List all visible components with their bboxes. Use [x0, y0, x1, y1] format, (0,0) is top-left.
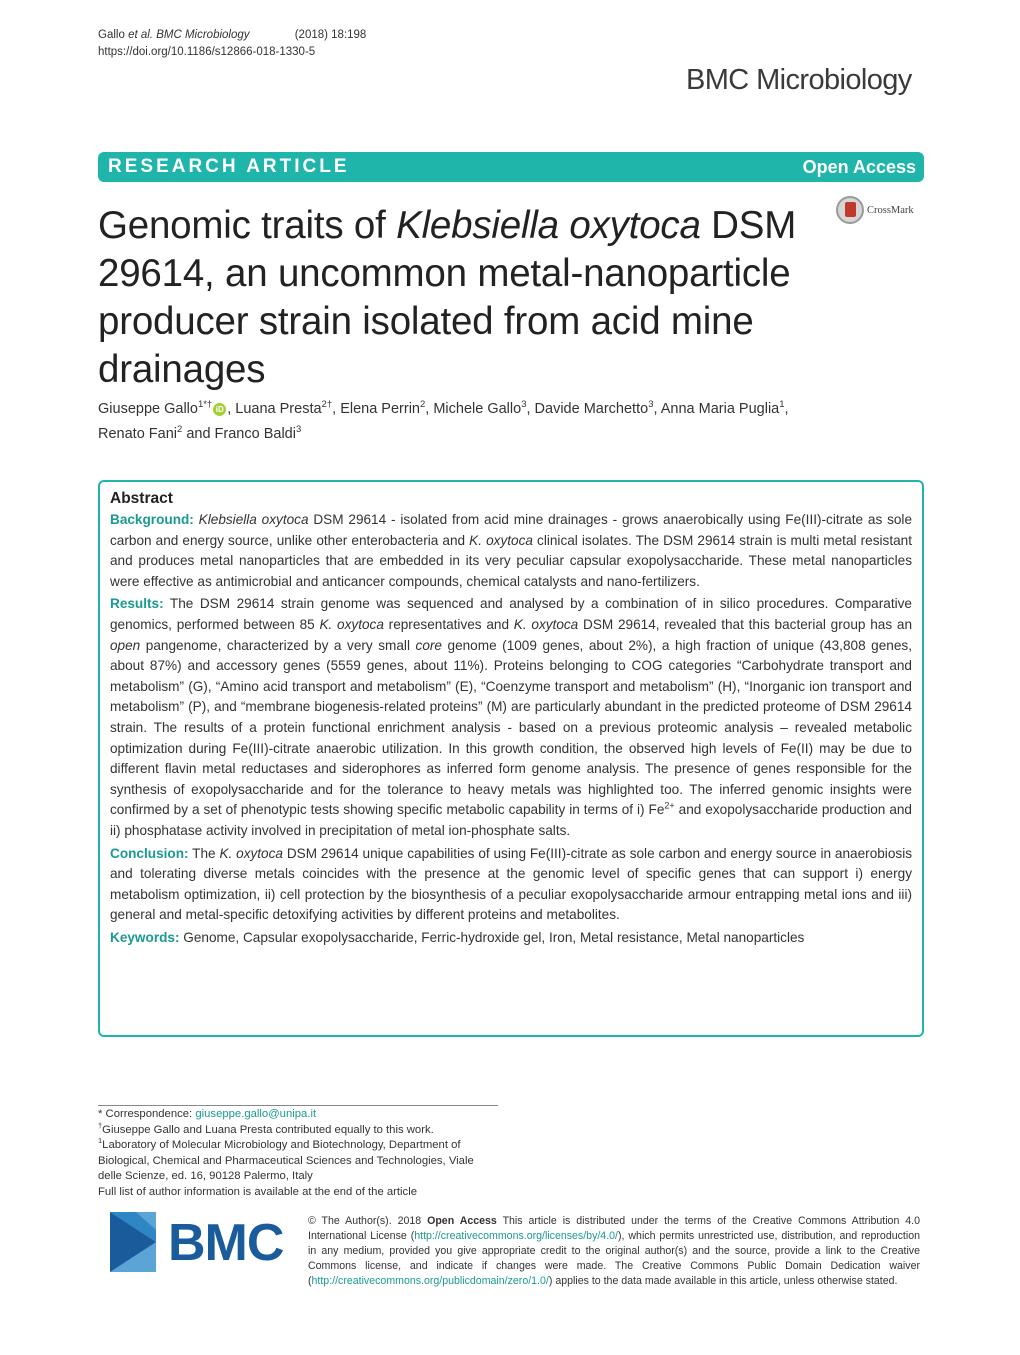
author-affiliation: 1 [779, 399, 785, 411]
author-separator: , [784, 401, 789, 417]
author-separator: , [653, 401, 661, 417]
author-affiliation: 3 [648, 399, 654, 411]
background-label: Background: [110, 512, 194, 527]
open-access-label: Open Access [802, 157, 916, 177]
species-name: Klebsiella oxytoca [198, 512, 309, 527]
article-title [98, 202, 818, 394]
author-affiliation: 2 [419, 399, 426, 411]
background-text: clinical isolates. The DSM 29614 strain is multi metal resistant and produces metal nanoparticles that are embedded in its very peculiar capsular exopolysaccharide. These metal nanoparticles were effective as antimicrobial and anticancer compounds, chemical catalysts and nano-fertilizers. [110, 532, 912, 589]
results-text: representatives and [383, 616, 514, 632]
author-name: Davide Marchetto [534, 401, 649, 417]
author-affiliation: 2 [177, 424, 183, 436]
correspondence [98, 1107, 498, 1123]
orcid-icon[interactable]: iD [213, 403, 226, 416]
running-header [98, 27, 366, 61]
author-separator: , [425, 401, 434, 417]
abstract-heading: Abstract [110, 490, 173, 507]
license-open-access: Open Access [427, 1215, 497, 1227]
species-name: K. oxytoca [319, 616, 384, 632]
species-name: K. oxytoca [513, 616, 579, 632]
author-list [98, 397, 918, 447]
author-affiliation: 3 [295, 424, 302, 436]
crossmark-icon [836, 196, 864, 224]
crossmark-button[interactable] [836, 196, 926, 230]
license-body: This article is distributed under the terms of the Creative Commons Attribution 4.0 International License ( [308, 1215, 920, 1243]
license-link-zero[interactable]: http://creativecommons.org/publicdomain/zero/1.0/ [311, 1275, 549, 1288]
author-affiliation: 2† [321, 399, 333, 411]
keywords-label: Keywords: [110, 929, 180, 945]
author-name: Michele Gallo [433, 401, 522, 417]
abstract-keywords [110, 928, 912, 949]
bmc-logo [110, 1212, 290, 1274]
author-separator: , [526, 401, 535, 417]
conclusion-label: Conclusion: [110, 845, 189, 861]
author-name: Luana Presta [235, 401, 322, 417]
superscript: 2+ [664, 800, 675, 811]
results-text: DSM 29614, revealed that this bacterial group has an [578, 616, 912, 632]
abstract-box [98, 480, 924, 1037]
results-label: Results: [110, 596, 164, 612]
article-type-banner [98, 152, 924, 182]
journal-logo: BMC Microbiology [686, 64, 912, 96]
abstract-background [110, 510, 912, 592]
species-name: K. oxytoca [469, 532, 533, 548]
italic-term: open [110, 637, 141, 653]
italic-term: core [415, 637, 442, 653]
footnotes [98, 1107, 498, 1200]
author-name: Franco Baldi [214, 426, 296, 442]
conclusion-text: DSM 29614 unique capabilities of using Fe(III)-citrate as sole carbon and energy source in anaerobiosis and tolerating diverse metals coincides with the presence at the genomic level of specific genes that can support i) energy metabolism optimization, ii) cell protection by the biosynthesis of a peculiar exopolysaccharide armour entrapping metal ions and iii) general and metal-specific detoxifying activities by different proteins and metabolites. [110, 845, 913, 923]
affiliation-note [98, 1138, 498, 1185]
doi-link[interactable]: https://doi.org/10.1186/s12866-018-1330-5 [98, 46, 316, 58]
affiliation-number: 1 [98, 1136, 103, 1146]
author-name: Renato Fani [98, 426, 177, 442]
results-text: pangenome, characterized by a very small [140, 637, 416, 653]
full-list-note: Full list of author information is available at the end of the article [98, 1185, 417, 1198]
author-name: Anna Maria Puglia [660, 401, 780, 417]
conclusion-text: The [188, 845, 220, 861]
title-species: Klebsiella oxytoca [396, 204, 701, 247]
results-text: The DSM 29614 strain genome was sequenced and analysed by a combination of in silico procedures. Comparative genomics, performed between 85 [110, 596, 912, 632]
abstract-results [110, 594, 912, 841]
affiliation-text: Laboratory of Molecular Microbiology and Biotechnology, Department of Biological, Chemical and Pharmaceutical Sciences and Technologies, Viale delle Scienze, ed. 16, 90128 Palermo, Italy [98, 1139, 474, 1182]
author-affiliation: 3 [521, 399, 527, 411]
species-name: K. oxytoca [219, 845, 283, 861]
crossmark-label: CrossMark [867, 205, 914, 216]
citation-journal: BMC Microbiology [156, 29, 250, 41]
title-part-2: DSM 29614, an uncommon metal-nanoparticle producer strain isolated from acid mine drainages [98, 204, 797, 391]
equal-contribution-text: Giuseppe Gallo and Luana Presta contributed equally to this work. [102, 1123, 434, 1136]
license-body: ) applies to the data made available in this article, unless otherwise stated. [548, 1275, 898, 1288]
author-name: Giuseppe Gallo [98, 401, 198, 417]
citation-author: Gallo [98, 29, 125, 41]
license-text [308, 1214, 920, 1289]
citation-year-volume: (2018) 18:198 [294, 29, 367, 41]
results-text: genome (1009 genes, about 2%), a high fraction of unique (43,808 genes, about 87%) and accessory genes (5559 genes, about 11%). Proteins belonging to COG categories “Carbohydrate transport and metabolism” (G), “Amino acid transport and metabolism” (E), “Coenzyme transport and metabolism” (H), “Inorganic ion transport and metabolism” (P), and “membrane biogenesis-related proteins” (M) are particularly abundant in the predicted proteome of DSM 29614 strain. The results of a protein functional enrichment analysis - based on a previous proteomic analysis – revealed metabolic optimization during Fe(III)-citrate anaerobic utilization. In this growth condition, the observed high levels of Fe(II) may be due to different flavin metal reductases and siderophores as inferred form genome analysis. The presence of genes responsible for the synthesis of exopolysaccharide and for the tolerance to heavy metals was highlighted too. The inferred genomic insights were confirmed by a set of phenotypic tests showing specific metabolic capability in terms of i) Fe [110, 637, 912, 818]
equal-contribution-note [98, 1120, 498, 1139]
article-type: RESEARCH ARTICLE [108, 156, 350, 177]
correspondence-email-link[interactable]: giuseppe.gallo@unipa.it [195, 1108, 317, 1120]
author-separator: , [227, 401, 236, 417]
background-text: DSM 29614 - isolated from acid mine drainages - grows anaerobically using Fe(III)-citrate as sole carbon and energy source, unlike other enterobacteria and [110, 512, 913, 548]
author-affiliation: 1*† [197, 399, 213, 411]
abstract-conclusion [110, 844, 912, 926]
license-link-by[interactable]: http://creativecommons.org/licenses/by/4.0/ [414, 1230, 618, 1243]
author-name: Elena Perrin [340, 401, 420, 417]
bmc-logo-text: BMC [168, 1214, 284, 1272]
title-part-1: Genomic traits of [98, 204, 397, 247]
bmc-logo-mark-icon [110, 1212, 156, 1272]
correspondence-prefix: * Correspondence: [98, 1108, 196, 1120]
license-body: ), which permits unrestricted use, distribution, and reproduction in any medium, provided you give appropriate credit to the original author(s) and the source, provide a link to the Creative Commons license, and indicate if changes were made. The Creative Commons Public Domain Dedication waiver ( [308, 1230, 920, 1288]
author-and: and [182, 426, 215, 442]
citation-etal: et al. [128, 29, 153, 41]
footnote-divider [98, 1105, 498, 1106]
results-text: and exopolysaccharide production and ii) phosphatase activity involved in precipitation of metal ion-phosphate salts. [110, 802, 912, 838]
author-separator: , [332, 401, 341, 417]
keywords-text: Genome, Capsular exopolysaccharide, Ferric-hydroxide gel, Iron, Metal resistance, Metal nanoparticles [179, 929, 805, 945]
dagger-mark: † [98, 1120, 103, 1130]
license-copyright: © The Author(s). 2018 [308, 1215, 428, 1227]
citation-line [98, 27, 366, 44]
